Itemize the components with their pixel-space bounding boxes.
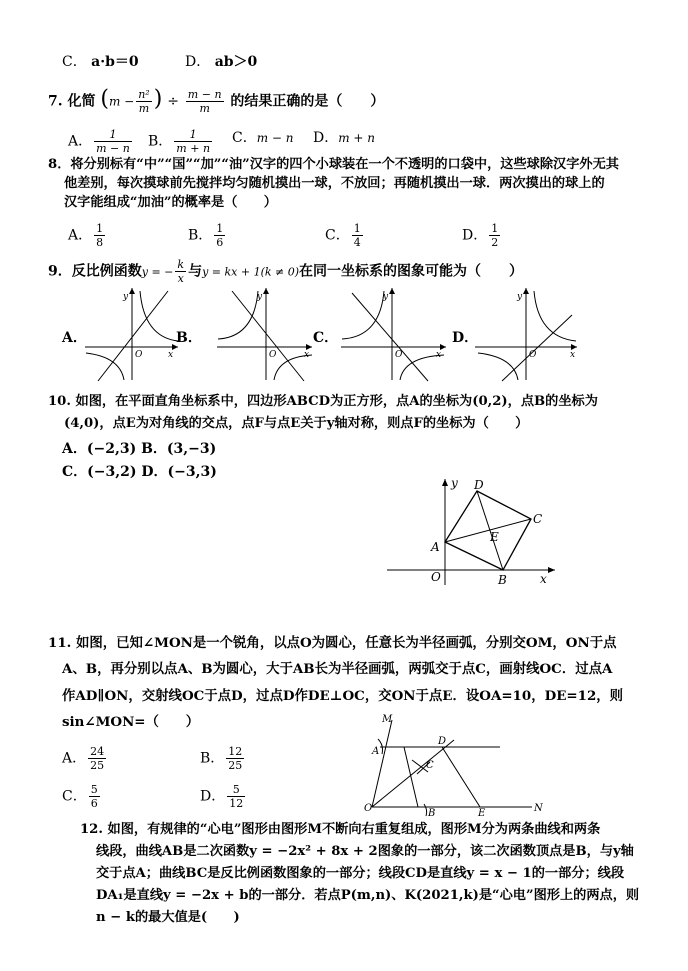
y-arrow-icon [442, 479, 448, 486]
y-label: y [517, 292, 523, 302]
q7-option-b-frac [174, 128, 212, 155]
q12-line5: n − k的最大值是( ) [96, 910, 240, 925]
x-label: x [168, 350, 174, 360]
ray-OM [372, 720, 392, 807]
q11-line1-text: 如图，已知∠MON是一个锐角，以点O为圆心，任意长为半径画弧，分别交OM，ON于点 [75, 635, 617, 651]
q9-pre: 反比例函数 [71, 263, 142, 280]
q10-opts-row2 [62, 462, 217, 482]
y-label: y [257, 292, 263, 302]
q9-frac-den: x [177, 272, 184, 285]
q8-option-d-den: 2 [491, 236, 499, 249]
y-label: y [451, 476, 458, 490]
y-arrow-icon [263, 288, 269, 294]
q7-option-b-num: 1 [174, 128, 212, 142]
q7-option-c-text: m − n [256, 131, 294, 145]
q9-graph-c [338, 285, 448, 385]
q8-option-c-frac [352, 222, 363, 249]
point-N: N [534, 803, 543, 814]
q8-option-c-num: 1 [353, 222, 361, 235]
q11-option-a [62, 745, 108, 772]
q7-option-a-label: A． [68, 133, 93, 150]
q7-option-d-text: m + n [338, 131, 376, 145]
line-graph [502, 315, 572, 381]
q8-option-b-den: 6 [216, 236, 224, 249]
q12-line1 [80, 820, 600, 840]
q9-graph-a [80, 285, 180, 385]
q7-frac2-num: m − n [187, 88, 222, 101]
q10-line1 [48, 392, 598, 412]
q10-number: 10. [48, 394, 71, 409]
q10-line2: (4,0)，点E为对角线的交点，点F与点E关于y轴对称，则点F的坐标为（ ） [64, 416, 529, 431]
q9-graph-b [214, 285, 314, 385]
hyperbola-branch [478, 353, 518, 380]
hyperbola-branch [140, 291, 178, 341]
q6-option-c-text: a·b＝0 [91, 54, 139, 70]
line-graph [232, 291, 304, 381]
q8-option-a-frac [94, 222, 105, 249]
q11-line2: A、B，再分别以点A、B为圆心，大于AB长为半径画弧，两弧交于点C，画射线OC．过点A [62, 661, 613, 677]
q7-option-c-label: C． [232, 130, 257, 146]
q7-post: 的结果正确的是（ ） [230, 93, 385, 110]
q11-option-a-label: A． [62, 750, 87, 767]
q6-option-d-label: D． [185, 54, 211, 70]
q7-paren-open: ( [100, 86, 109, 112]
x-label: x [436, 350, 442, 360]
q10-opts-row1 [62, 439, 216, 459]
q11-option-d-den: 12 [229, 797, 244, 810]
q8-option-c-label: C． [325, 227, 350, 244]
q11-line3: 作AD∥ON，交射线OC于点D，过点D作DE⊥OC，交ON于点E．设OA=10，DE=12，则 [62, 688, 624, 704]
ray-OC [372, 740, 454, 807]
q7-option-b-den: m + n [176, 142, 211, 155]
q7-option-b-label: B． [148, 133, 173, 150]
q10-option-c: C．(−3,2) [62, 464, 137, 480]
q9-f2: y = kx + 1(k ≠ 0) [202, 265, 300, 279]
point-B: B [428, 808, 436, 819]
y-arrow-icon [389, 288, 395, 294]
origin-label: O [269, 350, 277, 360]
q9-stem [48, 258, 523, 285]
q9-number: 9． [48, 263, 72, 280]
q9-frac [175, 258, 186, 285]
q8-option-a [68, 222, 107, 249]
q9-label-c: C． [313, 330, 339, 346]
q7-option-a [68, 128, 134, 155]
y-arrow-icon [129, 288, 135, 294]
q7-option-a-frac [94, 128, 132, 155]
point-O: O [364, 803, 373, 814]
q8-option-c [325, 222, 365, 249]
q6-option-c-label: C． [62, 54, 87, 70]
q11-figure [362, 712, 547, 817]
q9-label-d: D． [452, 330, 479, 346]
q9-label-a: A． [62, 330, 87, 346]
q8-option-d-label: D． [462, 227, 488, 244]
q7-option-a-den: m − n [96, 142, 130, 155]
q12-line3: 交于点A；曲线BC是反比例函数图象的一部分；线段CD是直线y = x − 1的一部分；线段 [96, 866, 625, 881]
q7-expr-m: m − [108, 94, 135, 109]
q8-option-b-label: B． [188, 227, 213, 244]
q11-option-b-label: B． [200, 750, 225, 767]
q12-line4: DA₁是直线y = −2x + b的一部分．若点P(m,n)、K(2021,k)是“心电”图形上的两点，则 [96, 888, 640, 903]
segment-AB [404, 747, 418, 807]
q7-stem [48, 88, 384, 115]
q10-option-a: A．(−2,3) [62, 441, 137, 457]
q11-option-b [200, 745, 246, 772]
q8-line3: 汉字能组成“加油”的概率是（ ） [64, 195, 277, 210]
q11-option-c-num: 5 [90, 783, 98, 796]
q11-option-b-frac [226, 745, 244, 772]
q7-option-d [313, 128, 375, 148]
q11-option-a-den: 25 [90, 759, 105, 772]
q7-div: ÷ [167, 93, 179, 110]
point-O: O [431, 570, 441, 584]
point-C: C [533, 512, 543, 526]
q6-option-d-text: ab＞0 [214, 54, 258, 70]
x-label: x [540, 572, 547, 586]
q11-number: 11. [48, 635, 72, 651]
q11-line4: sin∠MON=（ ） [62, 714, 200, 730]
point-D: D [474, 478, 484, 492]
q8-option-a-label: A． [68, 227, 93, 244]
q9-frac-num: k [177, 258, 185, 271]
q7-frac1-den: m [138, 102, 150, 115]
origin-label: O [395, 350, 403, 360]
q8-option-b-frac [214, 222, 225, 249]
q6-option-c [62, 52, 139, 72]
q7-pre: 化简 [67, 93, 96, 110]
q8-line1-text: ．将分别标有“中”“国”“加”“油”汉字的四个小球装在一个不透明的口袋中，这些球除汉字外无其 [57, 157, 619, 172]
q7-frac2 [186, 88, 224, 115]
point-E: E [478, 808, 486, 819]
q8-line2: 他差别，每次摸球前先搅拌均匀随机摸出一球，不放回；再随机摸出一球．两次摸出的球上的 [64, 176, 605, 191]
q12-line1-text: 如图，有规律的“心电”图形由图形M不断向右重复组成，图形M分为两条曲线和两条 [107, 822, 601, 837]
point-M: M [382, 714, 393, 725]
q11-option-d-label: D． [200, 788, 226, 805]
x-label: x [570, 350, 576, 360]
q11-option-c [62, 783, 102, 810]
arc-B [424, 804, 427, 816]
q6-option-d [185, 52, 257, 72]
q7-option-d-label: D． [313, 130, 339, 146]
q11-option-d-frac [227, 783, 245, 810]
y-label: y [383, 292, 389, 302]
q11-option-b-num: 12 [228, 745, 243, 758]
q8-option-a-den: 8 [96, 236, 104, 249]
q11-line1 [48, 633, 616, 653]
x-arrow-icon [548, 567, 555, 573]
point-D: D [438, 736, 447, 747]
hyperbola-branch [534, 291, 576, 341]
point-A: A [431, 540, 440, 554]
q10-figure [385, 475, 560, 590]
q7-frac1 [136, 88, 152, 115]
q11-option-d [200, 783, 247, 810]
q12-number: 12. [80, 822, 103, 837]
q11-option-a-num: 24 [90, 745, 105, 758]
q8-option-d-num: 1 [491, 222, 499, 235]
q8-option-c-den: 4 [353, 236, 361, 249]
point-A: A [372, 746, 380, 757]
q10-option-d: D．(−3,3) [141, 464, 217, 480]
q8-option-d-frac [489, 222, 500, 249]
segment-DE [442, 747, 480, 807]
q10-line1-text: 如图，在平面直角坐标系中，四边形ABCD为正方形，点A的坐标为(0,2)，点B的坐标为 [75, 394, 598, 409]
q8-number: 8 [48, 157, 58, 172]
q9-mid: 与 [188, 263, 203, 280]
q11-option-c-frac [89, 783, 100, 810]
q8-line1 [48, 155, 619, 175]
point-E: E [490, 530, 499, 544]
point-C: C [426, 760, 434, 771]
y-arrow-icon [523, 288, 529, 294]
q12-line2: 线段，曲线AB是二次函数y = −2x² + 8x + 2图象的一部分，该二次函数顶点是B，与y轴 [96, 844, 634, 859]
q10-option-b: B．(3,−3) [141, 441, 217, 457]
q7-number: 7. [48, 93, 63, 110]
origin-label: O [135, 350, 143, 360]
q7-frac1-num: n² [138, 88, 150, 101]
q7-frac2-den: m [199, 102, 210, 115]
y-label: y [123, 292, 129, 302]
q8-option-a-num: 1 [96, 222, 104, 235]
q9-post: 在同一坐标系的图象可能为（ ） [299, 263, 524, 280]
q7-option-c [232, 128, 294, 148]
q11-option-c-label: C． [62, 788, 87, 805]
line-graph [98, 291, 168, 381]
q11-option-a-frac [88, 745, 106, 772]
q7-option-a-num: 1 [94, 128, 132, 142]
q11-option-d-num: 5 [227, 783, 245, 797]
point-B: B [498, 573, 507, 587]
origin-label: O [529, 350, 537, 360]
hyperbola-branch [86, 353, 124, 380]
q9-f1: y = − [141, 265, 174, 279]
q8-option-b-num: 1 [216, 222, 224, 235]
x-label: x [304, 350, 310, 360]
q8-option-d [462, 222, 502, 249]
q11-option-c-den: 6 [90, 797, 98, 810]
q7-paren-close: ) [153, 86, 163, 112]
q8-option-b [188, 222, 227, 249]
q9-label-b: B． [176, 330, 202, 346]
hyperbola-branch [342, 291, 384, 339]
q7-option-b [148, 128, 214, 155]
q9-graph-d [472, 285, 582, 385]
q11-option-b-den: 25 [228, 759, 243, 772]
line-graph [352, 293, 428, 381]
